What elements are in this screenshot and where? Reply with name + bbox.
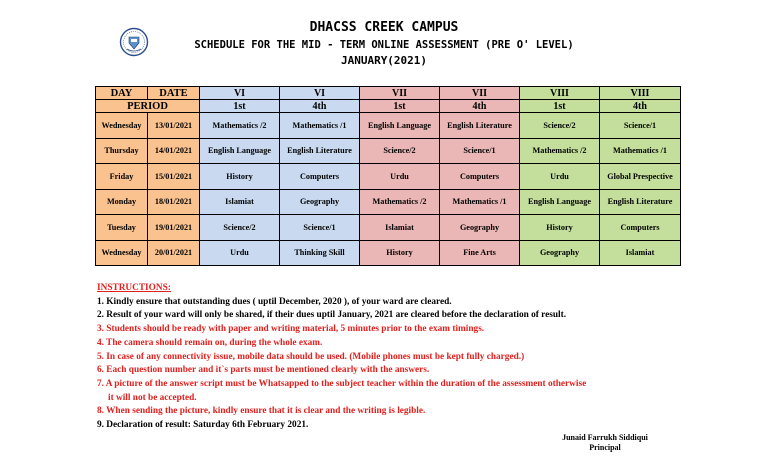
instruction-item: 3. Students should be ready with paper and writing material, 5 minutes prior to the exam timings. (97, 324, 485, 335)
subject-cell: Science/1 (440, 138, 520, 164)
subject-cell: English Language (200, 138, 280, 164)
subject-cell: Science/2 (520, 113, 600, 139)
subject-cell: Mathematics /2 (520, 138, 600, 164)
subject-cell: Science/1 (600, 113, 681, 139)
table-row (96, 164, 681, 190)
instruction-item: 7. A picture of the answer script must be Whatsapped to the subject teacher within the duration of the assessment otherwise (97, 378, 587, 389)
class-header: VI (280, 87, 360, 100)
date-header: DATE (148, 87, 200, 100)
subject-cell: English Language (360, 113, 440, 139)
table-row (96, 215, 681, 241)
subject-cell: Geography (280, 189, 360, 215)
subject-cell: English Literature (440, 113, 520, 139)
subject-cell: Science/2 (200, 215, 280, 241)
subject-cell: Thinking Skill (280, 240, 360, 266)
day-cell: Thursday (96, 138, 148, 164)
schedule-title: SCHEDULE FOR THE MID - TERM ONLINE ASSESSMENT (PRE O' LEVEL) (194, 39, 574, 51)
campus-title: DHACSS CREEK CAMPUS (309, 20, 459, 35)
table-row (96, 138, 681, 164)
class-header: VII (440, 87, 520, 100)
subject-cell: English Language (520, 189, 600, 215)
schedule-month: JANUARY(2021) (340, 54, 428, 67)
class-header-row (96, 87, 681, 100)
subject-cell: Science/2 (360, 138, 440, 164)
instruction-item-continued: it will not be accepted. (108, 392, 197, 403)
section-header: 4th (440, 100, 520, 113)
subject-cell: Islamiat (200, 189, 280, 215)
subject-cell: English Literature (600, 189, 681, 215)
section-header: 4th (600, 100, 681, 113)
class-header: VIII (520, 87, 600, 100)
date-cell: 14/01/2021 (148, 138, 200, 164)
day-cell: Wednesday (96, 113, 148, 139)
subject-cell: Computers (600, 215, 681, 241)
subject-cell: History (200, 164, 280, 190)
instruction-item: 4. The camera should remain on, during the whole exam. (97, 337, 323, 348)
subject-cell: Islamiat (360, 215, 440, 241)
subject-cell: Computers (280, 164, 360, 190)
instructions-title: INSTRUCTIONS: (97, 283, 171, 293)
instruction-item: 1. Kindly ensure that outstanding dues ( uptil December, 2020 ), of your ward are cleared. (97, 296, 452, 307)
date-cell: 18/01/2021 (148, 189, 200, 215)
day-cell: Wednesday (96, 240, 148, 266)
day-cell: Monday (96, 189, 148, 215)
subject-cell: Mathematics /2 (200, 113, 280, 139)
subject-cell: Geography (520, 240, 600, 266)
subject-cell: History (520, 215, 600, 241)
principal-name: Junaid Farrukh Siddiqui (562, 433, 648, 442)
instruction-item: 9. Declaration of result: Saturday 6th February 2021. (97, 420, 309, 431)
instruction-item: 5. In case of any connectivity issue, mobile data should be used. (Mobile phones must be kept fully charged.) (97, 351, 525, 362)
signature-block (500, 433, 710, 453)
subject-cell: Mathematics /1 (280, 113, 360, 139)
instruction-item: 6. Each question number and it`s parts must be mentioned clearly with the answers. (97, 365, 430, 376)
principal-title: Principal (589, 443, 621, 452)
subject-cell: Global Prespective (600, 164, 681, 190)
table-row (96, 189, 681, 215)
day-header: DAY (96, 87, 148, 100)
date-cell: 20/01/2021 (148, 240, 200, 266)
subject-cell: Mathematics /1 (440, 189, 520, 215)
class-header: VII (360, 87, 440, 100)
class-header: VI (200, 87, 280, 100)
subject-cell: English Literature (280, 138, 360, 164)
instruction-item: 2. Result of your ward will only be shared, if their dues uptil January, 2021 are cleared before the declaration of result. (97, 310, 567, 321)
subject-cell: Urdu (200, 240, 280, 266)
subject-cell: Science/1 (280, 215, 360, 241)
day-cell: Tuesday (96, 215, 148, 241)
section-header: 1st (200, 100, 280, 113)
assessment-schedule-table (95, 86, 681, 266)
subject-cell: Urdu (520, 164, 600, 190)
section-header: 1st (360, 100, 440, 113)
subject-cell: Geography (440, 215, 520, 241)
section-header: 4th (280, 100, 360, 113)
subject-cell: Mathematics /1 (600, 138, 681, 164)
instruction-item: 8. When sending the picture, kindly ensure that it is clear and the writing is legible. (97, 406, 426, 417)
day-cell: Friday (96, 164, 148, 190)
subject-cell: Fine Arts (440, 240, 520, 266)
subject-cell: Islamiat (600, 240, 681, 266)
class-header: VIII (600, 87, 681, 100)
subject-cell: Mathematics /2 (360, 189, 440, 215)
subject-cell: Computers (440, 164, 520, 190)
date-cell: 19/01/2021 (148, 215, 200, 241)
date-cell: 13/01/2021 (148, 113, 200, 139)
section-header-row (96, 100, 681, 113)
table-row (96, 113, 681, 139)
table-row (96, 240, 681, 266)
subject-cell: Urdu (360, 164, 440, 190)
period-header: PERIOD (96, 100, 200, 113)
date-cell: 15/01/2021 (148, 164, 200, 190)
section-header: 1st (520, 100, 600, 113)
instructions-block (97, 282, 757, 433)
subject-cell: History (360, 240, 440, 266)
